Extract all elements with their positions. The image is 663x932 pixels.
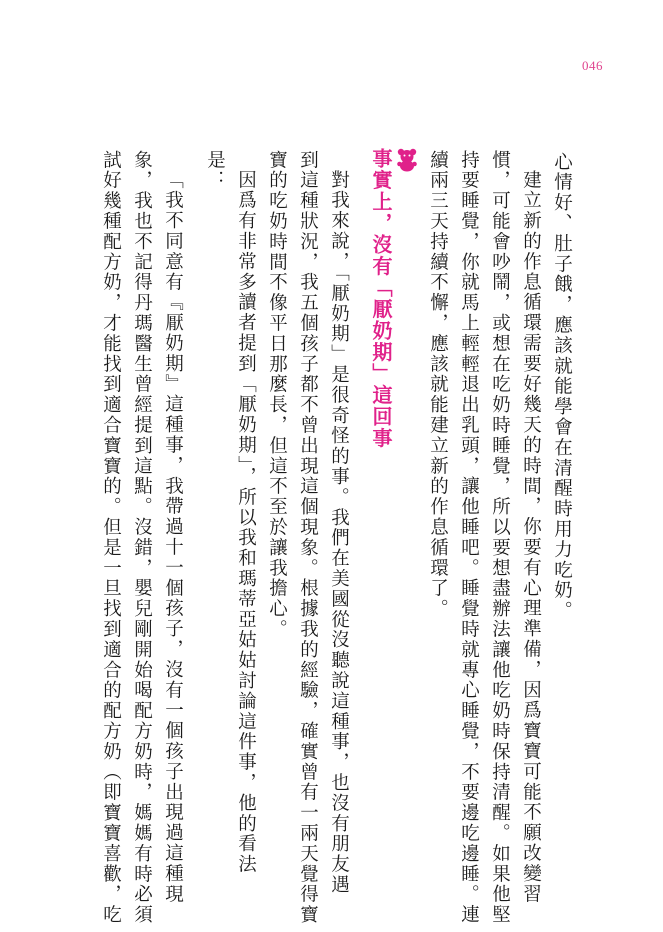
bear-icon [396,148,418,172]
text-column-8: 寶的吃奶時間不像平日那麼長，但這不至於讓我擔心。 [266,150,288,640]
text-column-6: 對我來說，「厭奶期」是很奇怪的事。我們在美國從沒聽說這種事，也沒有朋友遇 [328,170,350,896]
text-column-10: 是： [204,150,226,191]
text-column-3: 慣，可能會吵鬧，或想在吃奶時睡覺，所以要想盡辦法讓他吃奶時保持清醒。如果他堅 [489,150,511,926]
text-column-12: 象，我也不記得丹瑪醫生曾經提到這點。沒錯，嬰兒剛開始喝配方奶時，媽媽有時必須 [131,150,153,926]
page-number: 046 [582,58,603,73]
section-heading [367,148,418,449]
text-column-5: 續兩三天持續不懈，應該就能建立新的作息循環了。 [427,150,449,620]
text-column-9: 因爲有非常多讀者提到「厭奶期」，所以我和瑪蒂亞姑姑討論這件事，他的看法 [235,170,257,875]
text-column-4: 持要睡覺，你就馬上輕輕退出乳頭，讓他睡吧。睡覺時就專心睡覺，不要邊吃邊睡。連 [458,150,480,926]
text-column-7: 到這種狀況，我五個孩子都不曾出現這個現象。根據我的經驗，確實曾有一兩天覺得寶 [297,150,319,926]
text-column-11: 「我不同意有『厭奶期』這種事，我帶過十一個孩子，沒有一個孩子出現過這種現 [162,170,184,905]
text-column-2: 建立新的作息循環需要好幾天的時間，你要有心理準備，因爲寶寶可能不願改變習 [520,170,542,905]
text-column-13: 試好幾種配方奶，才能找到適合寶寶的。但是一旦找到適合的配方奶（即寶寶喜歡，吃 [100,150,122,926]
text-column-1: 心情好、肚子餓，應該就能學會在清醒時用力吃奶。 [551,152,573,622]
heading-text: 事實上，沒有「厭奶期」這回事 [369,148,393,449]
